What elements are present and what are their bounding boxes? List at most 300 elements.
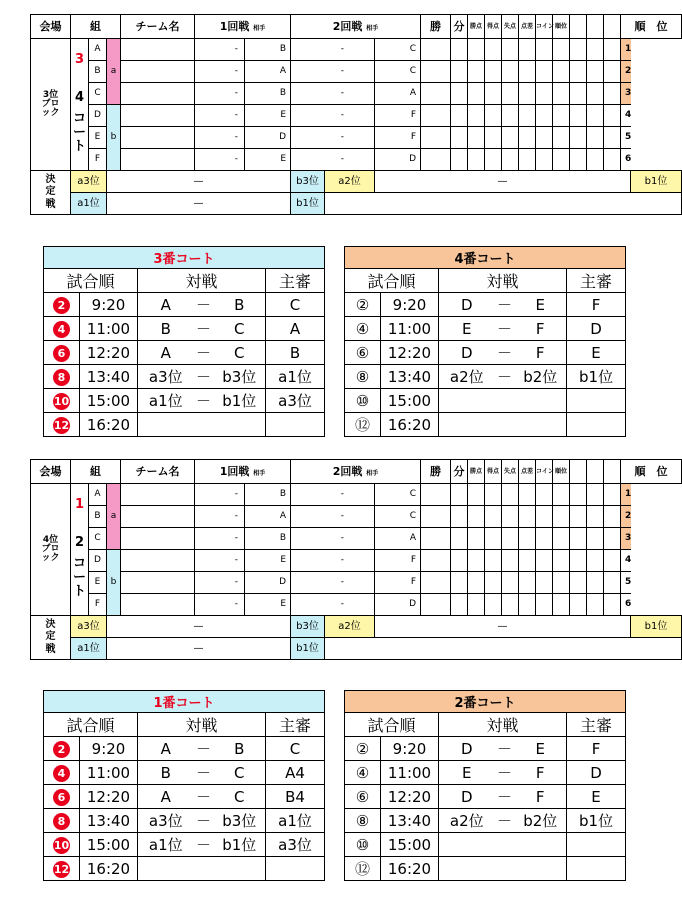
match-referee (266, 857, 325, 881)
team-row (31, 105, 682, 127)
team-name-cell[interactable] (121, 83, 195, 105)
match-team-b (515, 857, 567, 881)
match-dash (495, 413, 515, 437)
stat-cell (519, 528, 536, 550)
final-row (31, 638, 682, 660)
stat-cell (468, 550, 485, 572)
stat-cell (553, 572, 570, 594)
match-number (44, 761, 80, 785)
stat-cell (485, 127, 502, 149)
rank-number: 1 (621, 39, 631, 61)
match-team-a: E (439, 317, 495, 341)
final1-team-b: b3位 (291, 171, 325, 193)
match-number (345, 389, 381, 413)
round2-opponent: F (375, 550, 421, 572)
round1-opponent: D (245, 572, 291, 594)
order-header: 試合順 (44, 269, 138, 293)
rank-number: 5 (621, 127, 631, 149)
stat-cell (421, 39, 451, 61)
referee-header: 主審 (567, 269, 626, 293)
win-header: 勝 (421, 460, 451, 484)
match-number (345, 761, 381, 785)
stat-cell (536, 61, 553, 83)
match-team-b (214, 413, 266, 437)
stat-cell (468, 149, 485, 171)
match-team-a: B (138, 761, 194, 785)
final2-team-a: a2位 (325, 171, 375, 193)
match-number (44, 809, 80, 833)
match-dash: － (194, 293, 214, 317)
final2-team-a: a2位 (325, 616, 375, 638)
schedule-header-row (44, 269, 325, 293)
match-team-b: C (214, 317, 266, 341)
team-name-cell[interactable] (121, 594, 195, 616)
venue-header: 会場 (31, 15, 71, 39)
referee-header: 主審 (266, 269, 325, 293)
schedule-row (44, 785, 325, 809)
match-team-a (439, 857, 495, 881)
stat-cell (451, 39, 468, 61)
round2-score: - (291, 506, 375, 528)
stat-cell (485, 506, 502, 528)
spacer-cell (604, 528, 621, 550)
match-time: 12:20 (381, 785, 439, 809)
match-number-badge: 12 (53, 863, 70, 876)
stat-cell (502, 61, 519, 83)
spacer-cell (604, 149, 621, 171)
match-referee: a3位 (266, 389, 325, 413)
team-row (31, 594, 682, 616)
schedule-header-row (345, 269, 626, 293)
final-row (31, 193, 682, 215)
match-team-a: D (439, 785, 495, 809)
match-schedule-table (43, 246, 325, 437)
match-team-b: C (214, 761, 266, 785)
stat-cell (553, 594, 570, 616)
stat-cell (553, 39, 570, 61)
stat-cell (421, 528, 451, 550)
round1-score: - (195, 127, 245, 149)
stat-cell (587, 572, 604, 594)
round1-header: 1回戦 相手 (195, 460, 291, 484)
match-team-a: B (138, 317, 194, 341)
stat-cell (451, 484, 468, 506)
rank-number: 1 (621, 484, 631, 506)
stat-cell (587, 105, 604, 127)
match-number (44, 857, 80, 881)
stat-cell (468, 61, 485, 83)
stat-cell (570, 127, 587, 149)
match-referee: B4 (266, 785, 325, 809)
stat-cell (421, 550, 451, 572)
match-referee: D (567, 761, 626, 785)
match-team-a: A (138, 785, 194, 809)
match-time: 13:40 (381, 809, 439, 833)
schedule-row (44, 341, 325, 365)
team-letter: A (89, 39, 107, 61)
round1-opponent: E (245, 149, 291, 171)
final2-team-b: b1位 (631, 171, 682, 193)
match-number-badge: 10 (53, 839, 70, 852)
stat-cell (485, 484, 502, 506)
stat-cell (536, 127, 553, 149)
team-letter: F (89, 149, 107, 171)
match-team-b: F (515, 761, 567, 785)
match-team-b: b1位 (214, 389, 266, 413)
match-team-b (214, 857, 266, 881)
stat-cell (587, 127, 604, 149)
round1-opponent: B (245, 83, 291, 105)
final3-empty (325, 193, 682, 215)
stat-cell (421, 127, 451, 149)
stat-cell (485, 105, 502, 127)
match-team-a: D (439, 737, 495, 761)
stat-cell (587, 83, 604, 105)
goal-diff-header: 点差 (519, 15, 536, 39)
stat-cell (587, 484, 604, 506)
group-b-cell: b (107, 550, 121, 616)
match-referee: E (567, 341, 626, 365)
team-row (31, 39, 682, 61)
stat-cell (502, 149, 519, 171)
match-referee: C (266, 293, 325, 317)
stat-cell (536, 550, 553, 572)
stat-cell (468, 39, 485, 61)
match-team-a (439, 389, 495, 413)
stat-cell (451, 149, 468, 171)
match-number (44, 785, 80, 809)
rank-header: 順 位 (621, 15, 682, 39)
stat-cell (451, 594, 468, 616)
stat-cell (536, 528, 553, 550)
final-row (31, 171, 682, 193)
stat-cell (502, 105, 519, 127)
stat-cell (536, 105, 553, 127)
match-number-badge: 10 (53, 395, 70, 408)
spacer-cell (604, 594, 621, 616)
team-letter: A (89, 484, 107, 506)
stat-cell (553, 83, 570, 105)
match-dash: － (194, 341, 214, 365)
stat-cell (587, 39, 604, 61)
goals-against-header: 失点 (502, 460, 519, 484)
rank-number: 2 (621, 506, 631, 528)
match-time: 11:00 (80, 761, 138, 785)
match-number (345, 857, 381, 881)
stat-cell (553, 550, 570, 572)
match-time: 9:20 (80, 737, 138, 761)
stat-cell (485, 149, 502, 171)
team-name-cell[interactable] (121, 149, 195, 171)
rank-number: 2 (621, 61, 631, 83)
stat-cell (468, 572, 485, 594)
match-team-a: a1位 (138, 389, 194, 413)
round2-score: - (291, 83, 375, 105)
block-header-row (31, 15, 682, 39)
stat-cell (502, 127, 519, 149)
match-team-b: b3位 (214, 365, 266, 389)
schedule-row (44, 761, 325, 785)
schedule-row (345, 389, 626, 413)
match-team-a: a1位 (138, 833, 194, 857)
match-team-b: B (214, 293, 266, 317)
schedule-row (44, 293, 325, 317)
stat-cell (519, 61, 536, 83)
final3-team-b: b1位 (291, 193, 325, 215)
match-number-badge: 6 (53, 345, 70, 362)
team-name-cell[interactable] (121, 550, 195, 572)
match-referee: C (266, 737, 325, 761)
stat-cell (485, 572, 502, 594)
stat-cell (468, 83, 485, 105)
stat-cell (502, 528, 519, 550)
stat-cell (570, 550, 587, 572)
court-title: 2番コート (345, 691, 626, 713)
group-a-cell: a (107, 39, 121, 105)
court-label-cell: 3 4 コート (71, 39, 89, 171)
round2-score: - (291, 61, 375, 83)
match-team-b: b2位 (515, 809, 567, 833)
match-number-badge: ⑥ (355, 343, 370, 362)
stat-cell (587, 61, 604, 83)
match-team-a: A (138, 293, 194, 317)
order-header: 試合順 (44, 713, 138, 737)
match-referee: a1位 (266, 809, 325, 833)
stat-cell (485, 61, 502, 83)
match-time: 9:20 (381, 293, 439, 317)
team-row (31, 550, 682, 572)
stat-cell (519, 484, 536, 506)
match-referee: b1位 (567, 365, 626, 389)
schedule-row (345, 785, 626, 809)
match-number (44, 737, 80, 761)
match-number-badge: 8 (53, 369, 70, 386)
stat-cell (553, 127, 570, 149)
match-dash: － (495, 785, 515, 809)
match-time: 15:00 (80, 833, 138, 857)
match-schedule-table (43, 690, 325, 881)
round2-score: - (291, 39, 375, 61)
round1-header: 1回戦 相手 (195, 15, 291, 39)
points-header: 勝点 (468, 15, 485, 39)
team-header: チーム名 (121, 460, 195, 484)
match-team-a (439, 413, 495, 437)
round2-opponent: D (375, 594, 421, 616)
stat-cell (519, 594, 536, 616)
team-name-cell[interactable] (121, 61, 195, 83)
stat-cell (536, 149, 553, 171)
final3-dash: — (107, 638, 291, 660)
match-number-badge: 4 (53, 321, 70, 338)
match-dash: － (495, 293, 515, 317)
match-dash: － (495, 737, 515, 761)
stat-cell (468, 594, 485, 616)
team-name-cell[interactable] (121, 39, 195, 61)
stat-cell (421, 105, 451, 127)
team-row (31, 506, 682, 528)
match-dash: － (495, 809, 515, 833)
team-name-cell[interactable] (121, 127, 195, 149)
round1-opponent: B (245, 484, 291, 506)
match-number (345, 341, 381, 365)
team-row (31, 83, 682, 105)
match-team-b: F (515, 785, 567, 809)
team-row (31, 61, 682, 83)
stat-cell (553, 528, 570, 550)
match-number-badge: ④ (355, 319, 370, 338)
team-letter: C (89, 83, 107, 105)
stat-cell (502, 39, 519, 61)
match-number (345, 833, 381, 857)
match-team-a (439, 833, 495, 857)
points-header: 勝点 (468, 460, 485, 484)
match-dash: － (194, 317, 214, 341)
spacer-cell (604, 572, 621, 594)
stat-cell (587, 594, 604, 616)
round1-opponent: B (245, 528, 291, 550)
schedule-row (44, 857, 325, 881)
match-number-badge: 2 (53, 741, 70, 758)
team-name-cell[interactable] (121, 105, 195, 127)
round2-score: - (291, 105, 375, 127)
match-dash: － (495, 365, 515, 389)
schedule-row (44, 365, 325, 389)
round2-opponent: C (375, 39, 421, 61)
match-header: 対戦 (138, 713, 266, 737)
stat-cell (570, 83, 587, 105)
team-name-cell[interactable] (121, 506, 195, 528)
stat-cell (570, 506, 587, 528)
team-letter: E (89, 572, 107, 594)
round2-score: - (291, 149, 375, 171)
match-team-a: a3位 (138, 809, 194, 833)
rank-number: 4 (621, 105, 631, 127)
match-team-a: a2位 (439, 365, 495, 389)
team-letter: D (89, 105, 107, 127)
match-number (345, 365, 381, 389)
spacer-cell (604, 506, 621, 528)
stat-cell (485, 550, 502, 572)
win-header: 勝 (421, 15, 451, 39)
match-team-a: D (439, 341, 495, 365)
round1-opponent: B (245, 39, 291, 61)
spacer-cell (604, 83, 621, 105)
match-number (345, 413, 381, 437)
match-number-badge: ⑥ (355, 787, 370, 806)
match-team-a: a3位 (138, 365, 194, 389)
stat-cell (553, 484, 570, 506)
stat-cell (536, 484, 553, 506)
team-name-cell[interactable] (121, 528, 195, 550)
stat-cell (468, 484, 485, 506)
match-number (44, 833, 80, 857)
match-number-badge: ⑩ (355, 391, 370, 410)
match-time: 12:20 (381, 341, 439, 365)
match-number (345, 293, 381, 317)
match-team-b: b3位 (214, 809, 266, 833)
stat-cell (570, 594, 587, 616)
schedule-row (345, 341, 626, 365)
final-label: 決定戦 (31, 616, 71, 660)
match-number-badge: ⑧ (355, 811, 370, 830)
rank-number: 5 (621, 572, 631, 594)
round2-score: - (291, 594, 375, 616)
group-b-cell: b (107, 105, 121, 171)
spacer-cell (604, 61, 621, 83)
stat-cell (553, 149, 570, 171)
stat-cell (536, 83, 553, 105)
order-header: 試合順 (345, 269, 439, 293)
draw-header: 分 (451, 460, 468, 484)
match-team-b: b2位 (515, 365, 567, 389)
stat-cell (451, 105, 468, 127)
stat-cell (485, 528, 502, 550)
match-dash: － (194, 809, 214, 833)
match-referee: B (266, 341, 325, 365)
order-header: 試合順 (345, 713, 439, 737)
match-team-b: F (515, 317, 567, 341)
schedule-row (44, 317, 325, 341)
round2-opponent: D (375, 149, 421, 171)
match-time: 11:00 (381, 761, 439, 785)
stat-cell (519, 506, 536, 528)
stat-cell (536, 572, 553, 594)
match-referee (567, 833, 626, 857)
match-time: 15:00 (381, 833, 439, 857)
stat-cell (468, 528, 485, 550)
round1-score: - (195, 528, 245, 550)
rank-number: 4 (621, 550, 631, 572)
team-name-cell[interactable] (121, 572, 195, 594)
stat-cell (502, 506, 519, 528)
goal-diff-header: 点差 (519, 460, 536, 484)
match-number-badge: ④ (355, 763, 370, 782)
team-letter: E (89, 127, 107, 149)
stat-cell (536, 506, 553, 528)
round1-opponent: E (245, 594, 291, 616)
match-team-b: E (515, 293, 567, 317)
match-time: 15:00 (80, 389, 138, 413)
match-time: 13:40 (80, 809, 138, 833)
stat-cell (421, 572, 451, 594)
referee-header: 主審 (266, 713, 325, 737)
team-letter: C (89, 528, 107, 550)
stat-cell (519, 572, 536, 594)
team-name-cell[interactable] (121, 484, 195, 506)
match-referee: a1位 (266, 365, 325, 389)
schedule-row (345, 833, 626, 857)
rank-number: 3 (621, 528, 631, 550)
final1-team-a: a3位 (71, 171, 107, 193)
stat-cell (485, 594, 502, 616)
stat-cell (421, 149, 451, 171)
match-referee (567, 857, 626, 881)
match-time: 16:20 (381, 413, 439, 437)
round2-score: - (291, 550, 375, 572)
match-number-badge: 4 (53, 765, 70, 782)
team-letter: B (89, 61, 107, 83)
match-number (345, 317, 381, 341)
stat-cell (502, 83, 519, 105)
match-referee (266, 413, 325, 437)
match-time: 9:20 (80, 293, 138, 317)
stat-cell (451, 127, 468, 149)
coin-header: コイン (536, 460, 553, 484)
stat-cell (519, 149, 536, 171)
round1-opponent: A (245, 506, 291, 528)
coin-header: コイン (536, 15, 553, 39)
team-header: チーム名 (121, 15, 195, 39)
